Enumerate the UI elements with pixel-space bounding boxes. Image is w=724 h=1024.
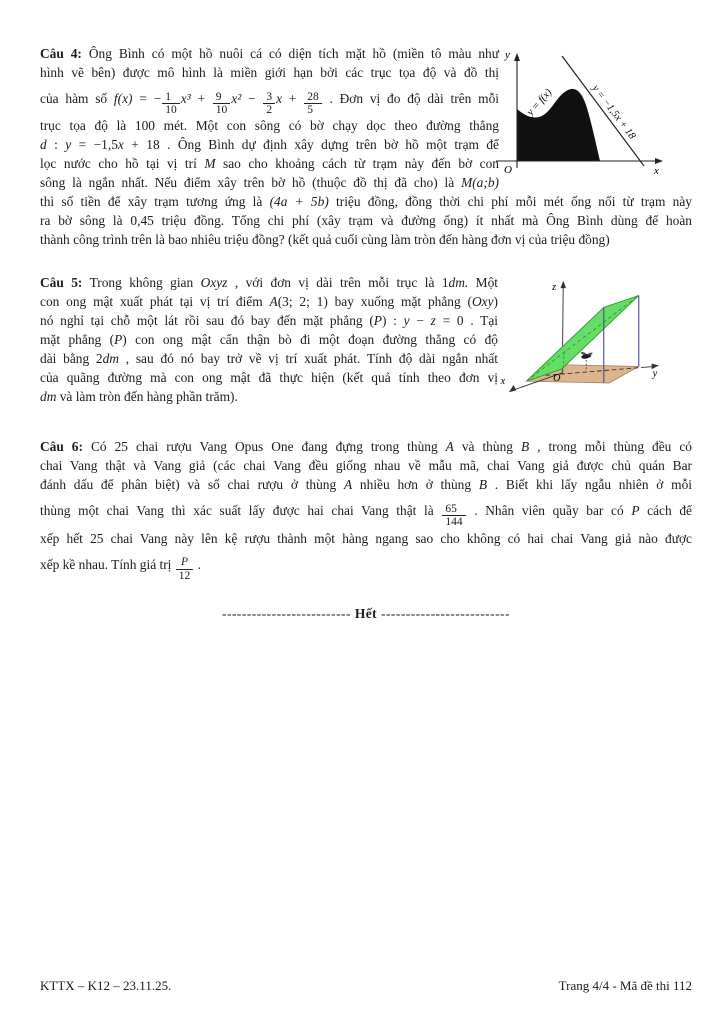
figure-lake-graph (496, 48, 696, 190)
lake-graph-svg (496, 48, 696, 190)
footer-page-number: Trang 4/4 - Mã đề thi 112 (558, 978, 692, 993)
river-line-equation-label: y = −1,5x + 18 (589, 83, 638, 142)
text-line: Câu 5: Trong không gian Oxyz , với đơn vị dài trên mỗi trục là 1dm. Một (40, 275, 498, 291)
text-line-formula: xếp kề nhau. Tính giá trị $\frac{P}{12}$ . (40, 556, 201, 582)
fig2-origin-label: O (553, 373, 561, 385)
question-6 (40, 437, 692, 582)
z-axis-arrow (560, 281, 566, 288)
x-axis-arrow (655, 158, 663, 164)
page-content (40, 44, 692, 622)
text-line: con ong mật xuất phát tại vị trí điểm A(3; 2; 1) bay xuống mặt phẳng (Oxy) (40, 294, 499, 310)
plane-3d-svg (496, 275, 706, 409)
text-line: lọc nước cho hồ tại vị trí M sao cho khoảng cách từ trạm này đến bờ con (40, 156, 499, 172)
text-line: của quãng đường mà con ong mật đã thực hiện (kết quả tính theo đơn vị (40, 370, 498, 386)
text-line: xếp hết 25 chai Vang này lên kệ rượu thành một hàng ngang sao cho không có hai chai Vang giả nào được (40, 530, 692, 546)
fig1-x-axis-label: x (654, 165, 659, 177)
text-line: thành công trình trên là bao nhiêu triệu đồng? (kết quả cuối cùng làm tròn đến hàng đơn vị của triệu đồng) (40, 232, 610, 248)
fig2-x-axis-label: x (500, 376, 506, 388)
fig1-y-axis-label: y (505, 49, 510, 61)
question-4 (40, 44, 692, 249)
text-line: dài bằng 2dm , sau đó nó bay trở về vị trí xuất phát. Tính độ dài ngắn nhất (40, 351, 498, 367)
lake-region (517, 89, 600, 161)
text-line: trục tọa độ là 100 mét. Một con sông có bờ chạy dọc theo đường thẳng (40, 118, 499, 134)
end-divider: -------------------------- Hết -------------------------- (222, 606, 510, 622)
text-line: Câu 4: Ông Bình có một hồ nuôi cá có diện tích mặt hồ (miền tô màu như (40, 46, 499, 61)
fig2-z-axis-label: z (552, 282, 557, 294)
text-line: dm và làm tròn đến hàng phần trăm). (40, 389, 238, 405)
q4-wide-text (40, 192, 692, 249)
text-line: ra bờ sông là 0,45 triệu đồng. Tổng chi phí (xây trạm và đường ống) ít nhất mà Ông Bình dùng để hoàn (40, 213, 692, 229)
page-footer (40, 978, 692, 994)
fig1-origin-label: O (504, 164, 512, 176)
fig2-y-axis-label: y (652, 368, 658, 380)
q5-narrow-text (40, 273, 498, 406)
question-5 (40, 273, 692, 421)
curve-equation-label: y = f(x) (525, 87, 555, 119)
text-line: sông là ngắn nhất. Nếu điểm xây trên bờ hồ (thuộc đồ thị đã cho) là M(a;b) (40, 175, 499, 191)
y-axis-arrow (514, 53, 520, 61)
text-line: mặt phẳng (P) con ong mật cẩn thận bò đi một đoạn đường thẳng có độ (40, 332, 498, 348)
figure-3d-plane (496, 275, 706, 409)
text-line: đánh dấu để phân biệt) và số chai rượu ở thùng A nhiều hơn ở thùng B . Biết khi lấy ngẫu nhiên ở mỗi (40, 477, 692, 493)
x-axis-arrow (509, 385, 516, 392)
text-line-formula: của hàm số f(x) = − $\frac{1}{10}$ x³ + $\frac{9}{10}$ x² − $\frac{3}{2}$ x + $\frac{28}{5}$ . Đơn vị đo độ dài trên mỗi (40, 90, 499, 116)
text-line: d : y = −1,5x + 18 . Ông Bình dự định xây dựng trên bờ hồ một trạm để (40, 137, 499, 153)
q4-narrow-text (40, 44, 499, 192)
text-line: nó nghỉ tại chỗ một lát rồi sau đó bay đến mặt phẳng (P) : y − z = 0 . Tại (40, 313, 499, 329)
text-line: chai Vang thật và Vang giả (các chai Vang đều giống nhau về mẫu mã, chai Vang giả được chủ quán Bar (40, 458, 692, 474)
footer-exam-code: KTTX – K12 – 23.11.25. (40, 978, 172, 993)
text-line-formula: thùng một chai Vang thì xác suất lấy được hai chai Vang thật là $\frac{65}{144}$ . Nhân viên quầy bar có P cách để (40, 503, 692, 529)
text-line: hình vẽ bên) được mô hình là miền giới hạn bởi các trục tọa độ và đồ thị (40, 65, 499, 80)
text-line: Câu 6: Có 25 chai rượu Vang Opus One đang đựng trong thùng A và thùng B , trong mỗi thùng đều có (40, 439, 692, 455)
text-line: thì số tiền để xây trạm tương ứng là (4a + 5b) triệu đồng, đồng thời chi phí mỗi mét ống nối từ trạm này (40, 194, 692, 210)
